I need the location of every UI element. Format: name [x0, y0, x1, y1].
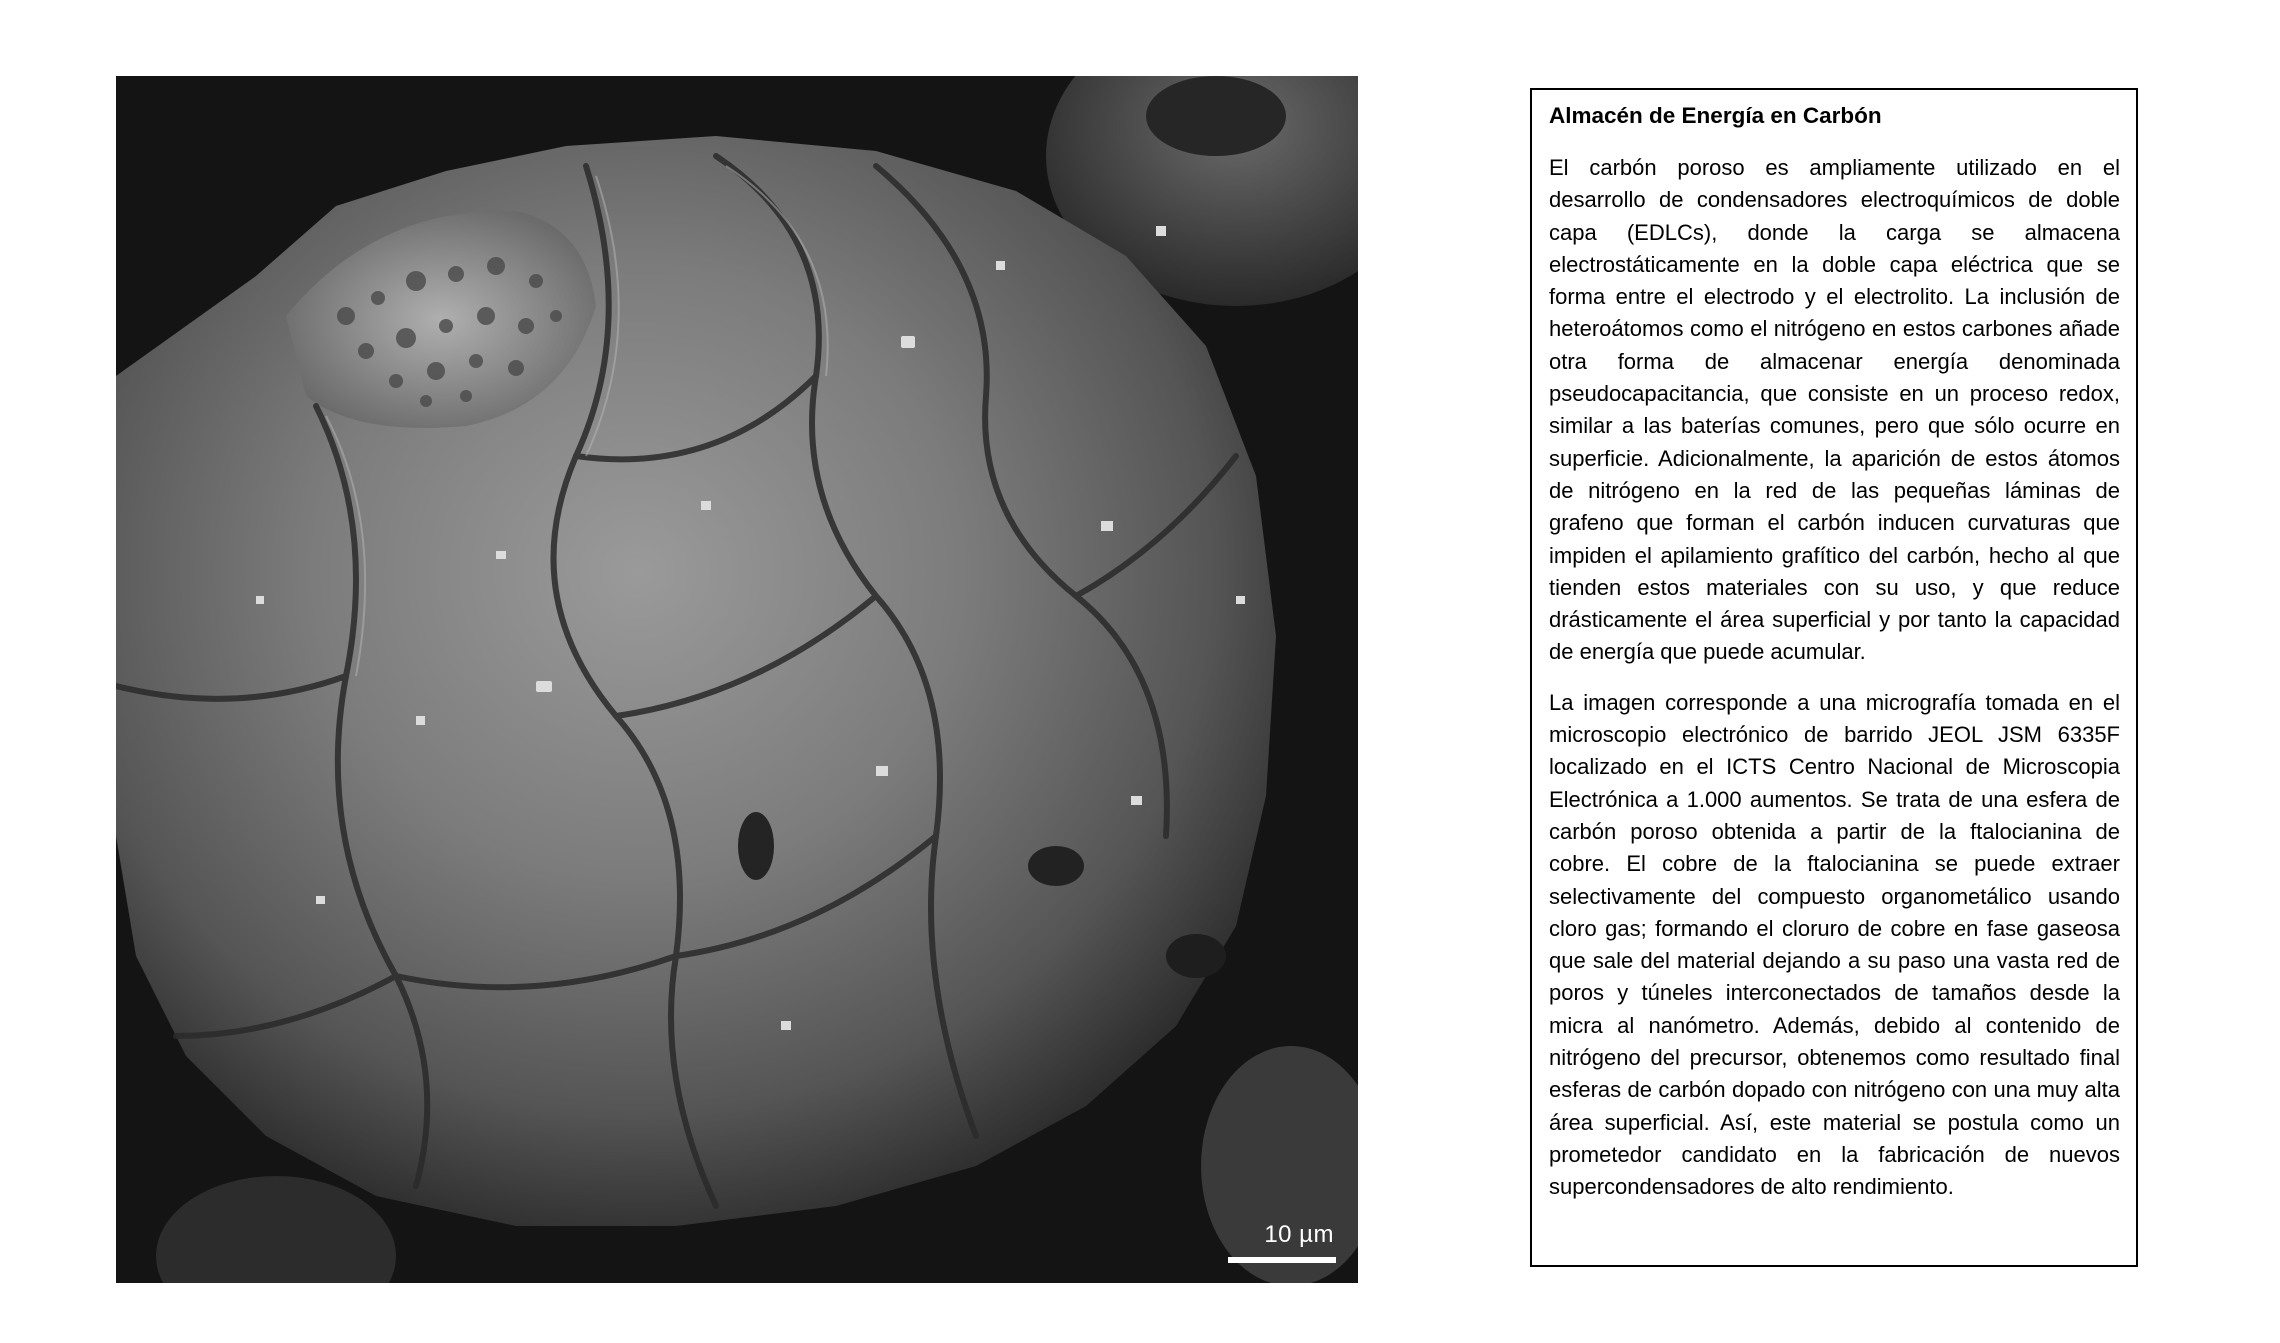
description-panel	[1530, 88, 2138, 1267]
panel-paragraph-2: La imagen corresponde a una micrografía tomada en el microscopio electrónico de barrido JEOL JSM 6335F localizado en el ICTS Centro Nacional de Microscopia Electrónica a 1.000 aumentos. Se trata de una esfera de carbón poroso obtenida a partir de la ftalocianina de cobre. El cobre de la ftalocianina se puede extraer selectivamente del compuesto organometálico usando cloro gas; formando el cloruro de cobre en fase gaseosa que sale del material dejando a su paso una vasta red de poros y túneles interconectados de tamaños desde la micra al nanómetro. Además, debido al contenido de nitrógeno del precursor, obtenemos como resultado final esferas de carbón dopado con nitrógeno con una muy alta área superficial. Así, este material se postula como un prometedor candidato en la fabricación de nuevos supercondensadores de alto rendimiento.	[1549, 689, 2120, 1200]
sem-micrograph	[116, 76, 1358, 1283]
panel-title: Almacén de Energía en Carbón	[1549, 103, 1882, 128]
panel-paragraph-1: El carbón poroso es ampliamente utilizado en el desarrollo de condensadores electroquímicos de doble capa (EDLCs), donde la carga se almacena electrostáticamente en la doble capa eléctrica que se forma entre el electrodo y el electrolito. La inclusión de heteroátomos como el nitrógeno en estos carbones añade otra forma de almacenar energía denominada pseudocapacitancia, que consiste en un proceso redox, similar a las baterías comunes, pero que sólo ocurre en superficie. Adicionalmente, la aparición de estos átomos de nitrógeno en la red de las pequeñas láminas de grafeno que forman el carbón inducen curvaturas que impiden el apilamiento grafítico del carbón, hecho al que tienden estos materiales con su uso, y que reduce drásticamente el área superficial y por tanto la capacidad de energía que puede acumular.	[1549, 155, 2120, 665]
scale-bar-label: 10 µm	[1264, 1221, 1334, 1248]
scale-bar	[1228, 1257, 1336, 1263]
carbon-sphere-image	[116, 76, 1358, 1283]
